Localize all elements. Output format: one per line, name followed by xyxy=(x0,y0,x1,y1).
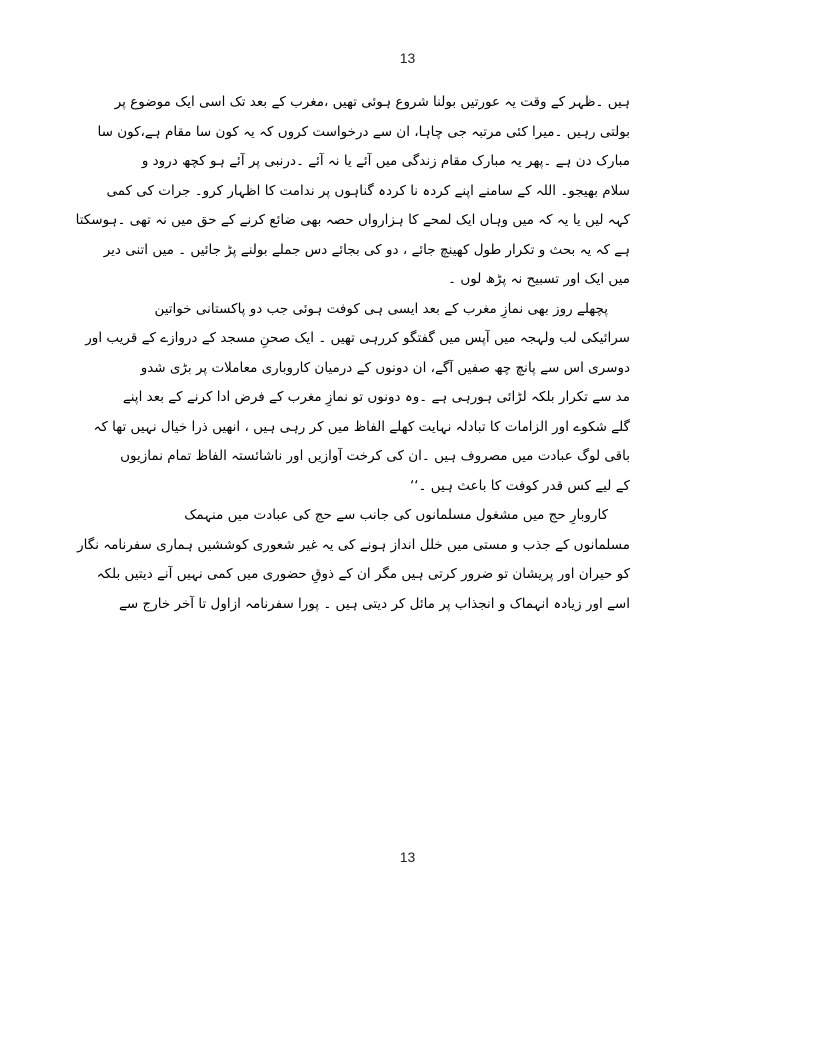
text-line: کہہ لیں یا یہ کہ میں وہاں ایک لمحے کا ہزارواں حصہ بھی ضائع کرنے کے حق میں نہ تھی ۔ہوسکتا xyxy=(75,212,630,228)
text-line: باقی لوگ عبادت میں مصروف ہیں ۔ان کی کرخت آوازیں اور ناشائستہ الفاظ تمام نمازیوں xyxy=(120,448,630,464)
page-number-top: 13 xyxy=(399,50,416,66)
text-line: سرائیکی لب ولہجہ میں آپس میں گفتگو کررہی تھیں ۔ ایک صحنِ مسجد کے دروازے کے قریب اور xyxy=(85,330,630,346)
text-line: اسے اور زیادہ انہماک و انجذاب پر مائل کر دیتی ہیں ۔ پورا سفرنامہ ازاول تا آخر خارج سے xyxy=(119,595,630,612)
text-line: کو حیران اور پریشان تو ضرور کرتی ہیں مگر ان کے ذوقِ حضوری میں کمی نہیں آنے دیتیں بلکہ xyxy=(96,566,630,582)
text-line: کاروبارِ حج میں مشغول مسلمانوں کی جانب سے حج کی عبادت میں منہمک xyxy=(184,507,608,523)
text-line: مسلمانوں کے جذب و مستی میں خلل انداز ہونے کی یہ غیر شعوری کوششیں ہماری سفرنامہ نگار xyxy=(77,536,630,553)
body-text xyxy=(75,88,630,619)
text-line: میں ایک اور تسبیح نہ پڑھ لوں ۔ xyxy=(448,271,630,287)
paragraph-2 xyxy=(85,295,630,502)
text-line: گلے شکوے اور الزامات کا تبادلہ نہایت کھلے الفاظ میں کر رہی ہیں ، انھیں ذرا خیال نہیں تھا کہ xyxy=(93,418,630,435)
text-line: کے لیے کس قدر کوفت کا باعث ہیں ۔‘‘ xyxy=(409,477,630,494)
text-line: دوسری اس سے پانچ چھ صفیں آگے، ان دونوں کے درمیان کاروباری معاملات پر بڑی شدو xyxy=(140,359,630,376)
text-line: ہے کہ یہ بحث و تکرار طول کھینچ جائے ، دو کی بجائے دس جملے بولنے پڑ جائیں ۔ میں اتنی دیر xyxy=(103,241,630,258)
paragraph-3 xyxy=(77,501,630,619)
text-line: سلام بھیجو۔ اللہ کے سامنے اپنے کردہ نا کردہ گناہوں پر ندامت کا اظہار کرو۔ جرات کی کمی xyxy=(106,182,630,199)
text-line: ہیں ۔ظہر کے وقت یہ عورتیں بولنا شروع ہوئی تھیں ،مغرب کے بعد تک اسی ایک موضوع پر xyxy=(114,94,630,110)
paragraph-1 xyxy=(75,88,630,295)
text-line: پچھلے روز بھی نمازِ مغرب کے بعد ایسی ہی کوفت ہوئی جب دو پاکستانی خواتین xyxy=(154,300,608,317)
text-line: بولتی رہیں ۔میرا کئی مرتبہ جی چاہا، ان سے درخواست کروں کہ یہ کون سا مقام ہے،کون سا xyxy=(97,123,630,140)
text-line: مد سے تکرار بلکہ لڑائی ہورہی ہے ۔وہ دونوں تو نمازِ مغرب کے فرض ادا کرنے کے بعد اپنے xyxy=(122,389,630,405)
text-line: مبارک دن ہے ۔پھر یہ مبارک مقام زندگی میں آئے یا نہ آئے ۔درنبی پر آئے ہو کچھ درود و xyxy=(141,153,630,169)
page-number-bottom: 13 xyxy=(399,849,416,865)
